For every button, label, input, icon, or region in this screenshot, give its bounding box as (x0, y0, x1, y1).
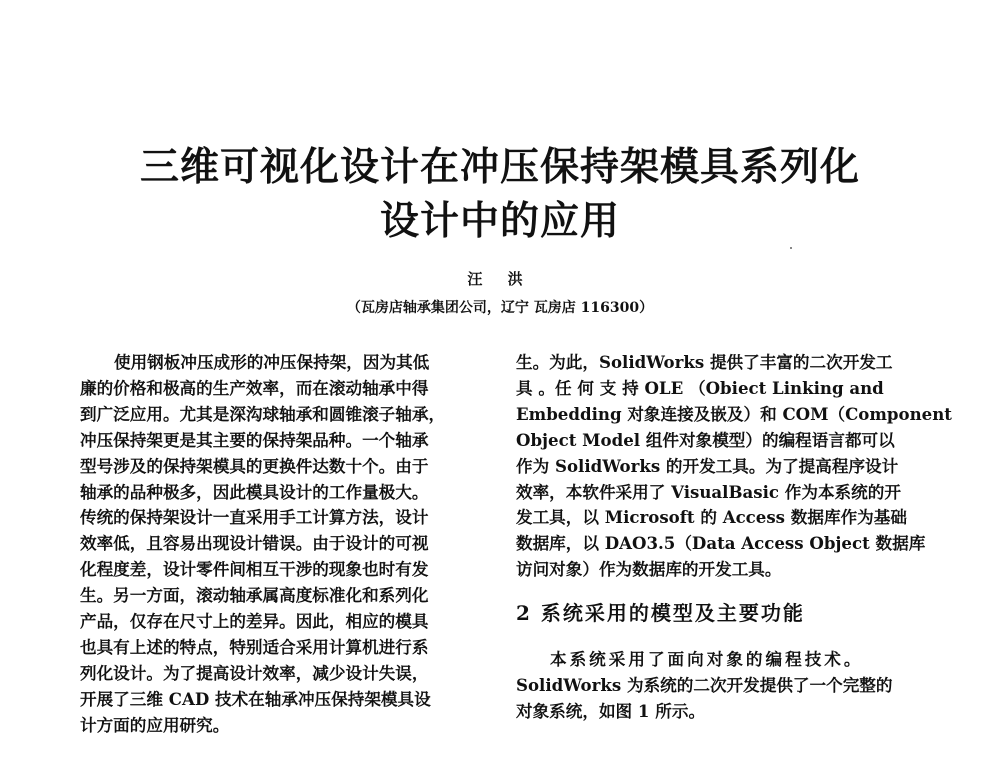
body-line: 效率，本软件采用了 VisualBasic 作为本系统的开 (516, 481, 901, 502)
body-line: 列化设计。为了提高设计效率，减少设计失误， (80, 662, 429, 683)
body-line: 也具有上述的特点，特别适合采用计算机进行系 (80, 636, 429, 657)
author-name: 汪 洪 (467, 270, 533, 288)
section-heading: 2 系统采用的模型及主要功能 (516, 601, 805, 626)
body-line: 廉的价格和极高的生产效率，而在滚动轴承中得 (80, 377, 429, 398)
body-line: 发工具，以 Microsoft 的 Access 数据库作为基础 (516, 507, 907, 528)
body-line: 计方面的应用研究。 (80, 714, 230, 735)
body-line: 到广泛应用。尤其是深沟球轴承和圆锥滚子轴承， (80, 403, 446, 424)
body-line: 使用钢板冲压成形的冲压保持架，因为其低 (114, 352, 430, 372)
author-affiliation: （瓦房店轴承集团公司，辽宁 瓦房店 116300） (346, 300, 654, 316)
body-line: 轴承的品种极多，因此模具设计的工作量极大。 (80, 481, 429, 502)
body-line: SolidWorks 为系统的二次开发提供了一个完整的 (516, 675, 893, 696)
body-line: 具 。任 何 支 持 OLE （Obiect Linking and (516, 377, 884, 398)
scan-speck (790, 247, 792, 249)
body-line: 型号涉及的保持架模具的更换件达数十个。由于 (80, 455, 429, 476)
paper-title (0, 140, 1000, 248)
body-line: Embedding 对象连接及嵌及）和 COM（Component (516, 403, 952, 424)
body-line: 数据库，以 DAO3.5（Data Access Object 数据库 (516, 533, 926, 554)
body-line: Object Model 组件对象模型）的编程语言都可以 (516, 429, 895, 450)
body-line: 生。为此，SolidWorks 提供了丰富的二次开发工 (516, 352, 893, 372)
body-line: 效率低，且容易出现设计错误。由于设计的可视 (80, 533, 429, 554)
paper-title-line-1: 三维可视化设计在冲压保持架模具系列化 (139, 144, 860, 190)
paper-title-line-2: 设计中的应用 (379, 198, 620, 244)
body-line: 对象系统，如图 1 所示。 (516, 700, 706, 721)
left-column (80, 350, 478, 739)
body-line: 本系统采用了面向对象的编程技术。 (550, 649, 864, 670)
body-line: 冲压保持架更是其主要的保持架品种。一个轴承 (80, 429, 429, 450)
body-line: 传统的保持架设计一直采用手工计算方法，设计 (80, 507, 429, 528)
body-line: 作为 SolidWorks 的开发工具。为了提高程序设计 (516, 455, 899, 476)
body-line: 开展了三维 CAD 技术在轴承冲压保持架模具设 (80, 688, 431, 709)
body-line: 生。另一方面，滚动轴承属高度标准化和系列化 (80, 585, 429, 606)
body-line: 产品，仅存在尺寸上的差异。因此，相应的模具 (80, 611, 429, 632)
body-line: 化程度差，设计零件间相互干涉的现象也时有发 (80, 559, 429, 580)
right-column (516, 350, 952, 725)
body-line: 访问对象）作为数据库的开发工具。 (516, 559, 782, 580)
